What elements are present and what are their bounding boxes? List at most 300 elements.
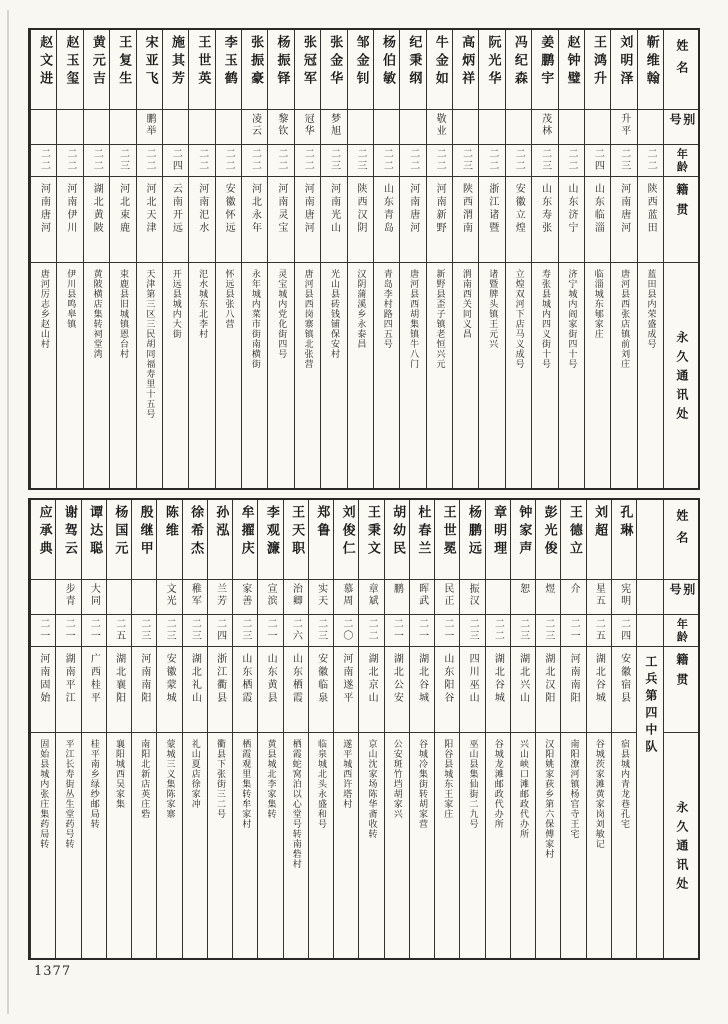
person-origin: 湖北谷城 [416, 653, 428, 705]
person-address-cell [82, 733, 106, 958]
person-column [232, 500, 257, 958]
person-origin: 湖北襄阳 [113, 653, 125, 705]
person-age-cell [137, 145, 162, 177]
person-alias: 实天 [315, 583, 327, 607]
person-column [426, 30, 452, 488]
person-origin: 河北束鹿 [117, 183, 129, 235]
person-origin: 河南南阳 [138, 653, 150, 705]
person-address: 唐河厉志乡赵山村 [38, 269, 49, 349]
person-address-cell [157, 733, 181, 958]
person-origin-cell [334, 647, 358, 733]
person-alias-cell [242, 110, 267, 145]
person-age-cell [611, 145, 636, 177]
person-origin-cell [82, 647, 106, 733]
person-alias-cell [132, 580, 156, 615]
person-alias-cell [334, 580, 358, 615]
person-column [109, 30, 135, 488]
person-origin-cell [31, 177, 56, 263]
person-name-cell [295, 30, 320, 110]
person-age: 二二 [275, 148, 287, 172]
person-age-cell [453, 145, 478, 177]
person-alias: 民正 [441, 583, 453, 607]
person-age: 二三 [239, 618, 251, 642]
person-origin-cell [137, 177, 162, 263]
person-age-cell [427, 145, 452, 177]
person-column [531, 30, 557, 488]
person-origin-cell [208, 647, 232, 733]
person-address: 光山县砖钱铺保安村 [328, 269, 339, 359]
person-alias: 大同 [88, 583, 100, 607]
header-alias-cell [664, 580, 698, 615]
person-origin-cell [453, 177, 478, 263]
person-age: 二一 [568, 618, 580, 642]
person-address-cell [107, 733, 131, 958]
person-alias: 冠华 [302, 113, 314, 137]
person-origin: 四川巫山 [467, 653, 479, 705]
person-age-cell [132, 615, 156, 647]
person-age-cell [612, 615, 636, 647]
person-alias: 家善 [239, 583, 251, 607]
person-alias-cell [56, 580, 80, 615]
person-age: 二二 [645, 148, 657, 172]
person-origin-cell [157, 647, 181, 733]
person-column [136, 30, 162, 488]
person-name: 杨伯敏 [380, 35, 396, 89]
person-address: 衢县下张街三二号 [215, 739, 226, 819]
person-column [267, 30, 293, 488]
person-alias-cell [435, 580, 459, 615]
person-alias-cell [157, 580, 181, 615]
person-name: 王秉文 [364, 505, 380, 559]
unit-empty-cell [637, 500, 663, 580]
person-column [188, 30, 214, 488]
person-origin-cell [163, 177, 188, 263]
person-age-cell [486, 615, 510, 647]
person-age: 二三 [189, 618, 201, 642]
person-column [459, 500, 484, 958]
person-origin-cell [511, 647, 535, 733]
person-name-cell [479, 30, 504, 110]
person-column [30, 500, 55, 958]
person-origin-cell [486, 647, 510, 733]
header-column [663, 500, 698, 958]
person-column [611, 500, 636, 958]
person-origin: 河南光山 [328, 183, 340, 235]
person-name: 靳维翰 [643, 35, 659, 89]
person-address: 临淄城东郇家庄 [592, 269, 603, 339]
person-origin-cell [216, 177, 241, 263]
person-name: 牟擢庆 [238, 505, 254, 559]
person-name: 黄元吉 [89, 35, 105, 89]
person-alias: 晖武 [416, 583, 428, 607]
person-alias: 梦旭 [328, 113, 340, 137]
person-age: 二五 [113, 618, 125, 642]
person-column [434, 500, 459, 958]
header-age-label: 年龄 [675, 148, 689, 174]
person-address: 襄阳城西吴家集 [114, 739, 125, 809]
person-name: 王德立 [566, 505, 582, 559]
person-address-cell [385, 733, 409, 958]
person-age-cell [585, 145, 610, 177]
person-address-cell [132, 733, 156, 958]
person-address: 遂平城西许塔村 [341, 739, 352, 809]
person-name-cell [611, 30, 636, 110]
person-origin-cell [258, 647, 282, 733]
person-alias-cell [309, 580, 333, 615]
person-origin-cell [611, 177, 636, 263]
person-age: 二一 [441, 618, 453, 642]
person-name: 阮光华 [485, 35, 501, 89]
person-address: 济宁城内阎家街四十号 [566, 269, 577, 369]
person-age-cell [84, 145, 109, 177]
person-column [162, 30, 188, 488]
person-age: 二二 [407, 148, 419, 172]
person-age-cell [295, 145, 320, 177]
person-origin-cell [31, 647, 55, 733]
person-age-cell [284, 615, 308, 647]
person-name-cell [536, 500, 560, 580]
person-age: 二二 [223, 148, 235, 172]
person-origin: 河南唐河 [407, 183, 419, 235]
person-age: 二三 [164, 618, 176, 642]
person-column [106, 500, 131, 958]
person-alias-cell [561, 580, 585, 615]
person-column [373, 30, 399, 488]
person-age: 二三 [517, 618, 529, 642]
person-age-cell [242, 145, 267, 177]
person-alias-cell [486, 580, 510, 615]
person-alias: 步青 [63, 583, 75, 607]
person-name-cell [400, 30, 425, 110]
person-address-cell [486, 733, 510, 958]
person-name-cell [561, 500, 585, 580]
person-origin-cell [268, 177, 293, 263]
person-alias-cell [107, 580, 131, 615]
person-address: 伊川县鸣皋镇 [65, 269, 76, 329]
person-age-cell [183, 615, 207, 647]
person-name-cell [242, 30, 267, 110]
person-column [478, 30, 504, 488]
person-column [637, 30, 663, 488]
person-age: 二一 [37, 618, 49, 642]
person-age: 二二 [513, 148, 525, 172]
person-alias-cell [410, 580, 434, 615]
person-address-cell [359, 733, 383, 958]
person-address-cell [536, 733, 560, 958]
header-name-label: 姓名 [674, 39, 689, 83]
person-age: 二二 [366, 618, 378, 642]
person-address: 青岛李村路四五号 [381, 269, 392, 349]
person-address-cell [435, 733, 459, 958]
person-name-cell [348, 30, 373, 110]
person-column [558, 30, 584, 488]
person-address: 灵宝城内党化街四号 [276, 269, 287, 359]
person-age-cell [334, 615, 358, 647]
person-address-cell [585, 263, 610, 488]
person-origin: 山东黄县 [265, 653, 277, 705]
person-age: 二二 [64, 148, 76, 172]
person-name: 孙泓 [213, 505, 229, 541]
person-name-cell [460, 500, 484, 580]
person-origin-cell [284, 647, 308, 733]
person-address: 开远县城内大街 [170, 269, 181, 339]
header-alias-label: 别号 [668, 113, 696, 129]
person-origin-cell [242, 177, 267, 263]
unit-column [636, 500, 663, 958]
person-name-cell [110, 30, 135, 110]
person-alias: 兰芳 [214, 583, 226, 607]
person-alias: 介 [568, 583, 580, 595]
person-origin: 湖北谷城 [492, 653, 504, 705]
person-name: 陈维 [162, 505, 178, 541]
person-address: 新野县歪子镇老恒兴元 [434, 269, 445, 369]
person-origin: 河南灵宝 [275, 183, 287, 235]
person-age: 二三 [328, 148, 340, 172]
person-origin: 河南固始 [37, 653, 49, 705]
person-address: 唐河县西胡集镇牛八门 [408, 269, 419, 369]
person-name-cell [233, 500, 257, 580]
person-origin-cell [84, 177, 109, 263]
person-origin-cell [57, 177, 82, 263]
person-name-cell [453, 30, 478, 110]
person-age: 二三 [117, 148, 129, 172]
person-age-cell [532, 145, 557, 177]
person-name: 张冠军 [300, 35, 316, 89]
person-address-cell [268, 263, 293, 488]
person-column [56, 30, 82, 488]
person-address-cell [460, 733, 484, 958]
person-alias-cell [359, 580, 383, 615]
person-name-cell [157, 500, 181, 580]
person-name-cell [284, 500, 308, 580]
header-age-cell [664, 145, 698, 177]
person-name-cell [163, 30, 188, 110]
person-alias-cell [110, 110, 135, 145]
person-address: 诸暨牌头镇王元兴 [487, 269, 498, 349]
person-column [584, 30, 610, 488]
person-address: 汉阳姚家荻乡第六保傅家村 [543, 739, 554, 859]
header-address-cell [664, 733, 698, 958]
person-address: 宿县城内青龙巷孔宅 [619, 739, 630, 829]
person-name: 王鸿升 [591, 35, 607, 89]
header-column [663, 30, 698, 488]
person-alias-cell [400, 110, 425, 145]
person-origin-cell [132, 647, 156, 733]
person-age: 二二 [196, 148, 208, 172]
person-address-cell [309, 733, 333, 958]
person-address: 兴山峡口滩邮政代办所 [518, 739, 529, 839]
person-alias: 宪明 [618, 583, 630, 607]
person-age: 二三 [542, 618, 554, 642]
person-name: 孔琳 [617, 505, 633, 541]
person-origin: 山东阳谷 [441, 653, 453, 705]
person-age-cell [233, 615, 257, 647]
person-name: 纪秉纲 [406, 35, 422, 89]
person-alias: 星五 [593, 583, 605, 607]
person-address-cell [611, 263, 636, 488]
person-origin: 河南唐河 [618, 183, 630, 235]
person-alias-cell [31, 110, 56, 145]
person-origin: 云南开远 [170, 183, 182, 235]
person-alias: 茂林 [539, 113, 551, 137]
person-alias: 黎钦 [275, 113, 287, 137]
person-origin-cell [561, 647, 585, 733]
person-column [215, 30, 241, 488]
person-name-cell [321, 30, 346, 110]
person-column [55, 500, 80, 958]
header-name-cell [664, 30, 698, 110]
person-origin-cell [309, 647, 333, 733]
person-origin: 山东栖霞 [239, 653, 251, 705]
person-name-cell [208, 500, 232, 580]
person-age: 二一 [416, 618, 428, 642]
person-origin-cell [107, 647, 131, 733]
person-name: 张振豪 [248, 35, 264, 89]
person-alias-cell [453, 110, 478, 145]
person-origin: 湖北兴山 [517, 653, 529, 705]
person-origin: 河南南阳 [568, 653, 580, 705]
person-origin-cell [359, 647, 383, 733]
person-origin: 山东寿张 [539, 183, 551, 235]
person-column [131, 500, 156, 958]
person-alias-cell [31, 580, 55, 615]
person-column [294, 30, 320, 488]
person-name-cell [56, 500, 80, 580]
person-name-cell [374, 30, 399, 110]
person-name: 杨振铎 [274, 35, 290, 89]
person-name: 胡幼民 [390, 505, 406, 559]
person-address-cell [31, 733, 55, 958]
person-alias: 凌云 [249, 113, 261, 137]
person-origin-cell [435, 647, 459, 733]
person-column [347, 30, 373, 488]
person-age-cell [385, 615, 409, 647]
person-age-cell [460, 615, 484, 647]
person-alias-cell [82, 580, 106, 615]
person-age-cell [561, 615, 585, 647]
person-origin: 湖北公安 [391, 653, 403, 705]
person-origin: 山东济宁 [565, 183, 577, 235]
person-name: 姜鹏宇 [538, 35, 554, 89]
person-origin-cell [385, 647, 409, 733]
person-address-cell [242, 263, 267, 488]
person-age-cell [107, 615, 131, 647]
person-name-cell [559, 30, 584, 110]
person-column [83, 30, 109, 488]
person-name-cell [587, 500, 611, 580]
person-origin: 河北天津 [143, 183, 155, 235]
person-alias-cell [612, 580, 636, 615]
person-address: 寿张县城内四义街十号 [539, 269, 550, 369]
person-origin: 浙江衢县 [214, 653, 226, 705]
person-address: 唐河县西岗寨镇北张营 [302, 269, 313, 369]
person-age: 二二 [249, 148, 261, 172]
person-age-cell [410, 615, 434, 647]
person-column [308, 500, 333, 958]
person-name-cell [359, 500, 383, 580]
person-column [358, 500, 383, 958]
person-age-cell [559, 145, 584, 177]
person-origin: 河南新野 [434, 183, 446, 235]
header-origin-cell [664, 177, 698, 263]
person-address: 黄陂横店集转祠堂湾 [91, 269, 102, 359]
person-alias-cell [532, 110, 557, 145]
person-age: 二三 [460, 148, 472, 172]
person-address: 栖霞观里集转牟家村 [240, 739, 251, 829]
person-origin: 湖南平江 [63, 653, 75, 705]
person-name-cell [506, 30, 531, 110]
person-age: 二四 [618, 618, 630, 642]
person-column [452, 30, 478, 488]
person-address-cell [453, 263, 478, 488]
person-name-cell [132, 500, 156, 580]
person-address-cell [31, 263, 56, 488]
person-name: 刘俊仁 [339, 505, 355, 559]
person-alias-cell [385, 580, 409, 615]
person-name-cell [31, 30, 56, 110]
person-age: 二二 [38, 148, 50, 172]
person-column [81, 500, 106, 958]
person-column [510, 500, 535, 958]
person-column [560, 500, 585, 958]
person-origin-cell [536, 647, 560, 733]
person-origin: 河南伊川 [64, 183, 76, 235]
person-age-cell [638, 145, 663, 177]
header-address-label: 永久通讯处 [674, 801, 689, 896]
person-column [409, 500, 434, 958]
roster-table-top [28, 28, 700, 490]
person-address: 蒙城三义集陈家寨 [164, 739, 175, 819]
person-column [241, 30, 267, 488]
person-origin-cell [638, 177, 663, 263]
person-address: 阳谷县城东王家庄 [442, 739, 453, 819]
person-name: 彭光俊 [541, 505, 557, 559]
person-address-cell [84, 263, 109, 488]
person-alias-cell [84, 110, 109, 145]
person-address-cell [532, 263, 557, 488]
person-address: 蓝田县内荣盛成号 [645, 269, 656, 349]
person-column [384, 500, 409, 958]
person-age: 二三 [539, 148, 551, 172]
person-origin-cell [479, 177, 504, 263]
person-columns-top [30, 30, 663, 488]
person-age-cell [258, 615, 282, 647]
person-alias-cell [479, 110, 504, 145]
person-age: 二二 [143, 148, 155, 172]
person-alias: 宣滨 [265, 583, 277, 607]
person-address: 谷城龙滩邮政代办所 [492, 739, 503, 829]
unit-empty-cell [637, 615, 663, 647]
person-age-cell [31, 615, 55, 647]
person-age: 二三 [354, 148, 366, 172]
person-name: 王世冕 [440, 505, 456, 559]
person-address: 黄县城北李家集转 [265, 739, 276, 819]
person-name-cell [216, 30, 241, 110]
person-column [30, 30, 56, 488]
person-alias-cell [585, 110, 610, 145]
person-age-cell [157, 615, 181, 647]
person-address-cell [334, 733, 358, 958]
header-origin-label: 籍贯 [674, 183, 689, 223]
person-age: 二四 [214, 618, 226, 642]
person-address: 渭南西关同义昌 [460, 269, 471, 339]
person-name: 徐希杰 [188, 505, 204, 559]
person-address: 谷城茨家滩黄家岗刘敏记 [593, 739, 604, 849]
person-alias-cell [559, 110, 584, 145]
person-name: 殷继甲 [137, 505, 153, 559]
person-address: 唐河县西张店镇前刘庄 [619, 269, 630, 369]
person-alias-cell [189, 110, 214, 145]
